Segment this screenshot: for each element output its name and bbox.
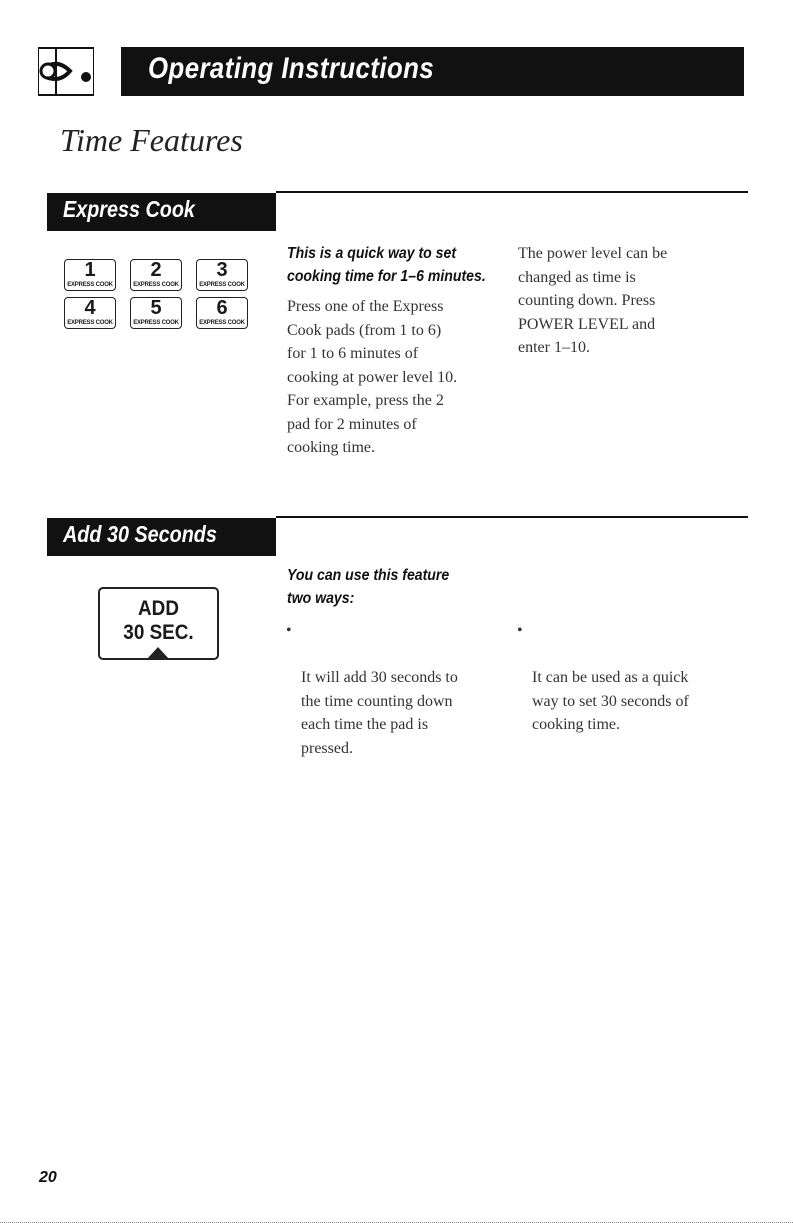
pad-label: EXPRESS COOK	[133, 320, 179, 326]
header-title: Operating Instructions	[148, 52, 435, 85]
pad-label: EXPRESS COOK	[199, 282, 245, 288]
pad-label: EXPRESS COOK	[133, 282, 179, 288]
express-cook-pad-6[interactable]	[196, 297, 248, 329]
add-30-bullet-2	[518, 619, 748, 760]
page-number: 20	[39, 1169, 57, 1186]
express-cook-heading: Express Cook	[63, 196, 195, 222]
express-cook-pad-5[interactable]	[130, 297, 182, 329]
pad-line-2: 30 SEC.	[123, 621, 194, 644]
add-30-heading: Add 30 Seconds	[63, 521, 217, 547]
pad-number: 4	[84, 297, 96, 319]
pad-number: 5	[150, 297, 162, 319]
page-bottom-edge	[0, 1222, 793, 1223]
page-title: Time Features	[60, 122, 243, 158]
pad-line-1: ADD	[138, 597, 179, 620]
add-30-sec-pad[interactable]	[98, 587, 219, 660]
pad-number: 1	[84, 259, 96, 281]
express-cook-lead-2: cooking time for 1–6 minutes.	[287, 268, 486, 285]
pad-label: EXPRESS COOK	[199, 320, 245, 326]
pad-label: EXPRESS COOK	[67, 282, 113, 288]
express-cook-side-note: The power level can be changed as time is counting down. Press POWER LEVEL and enter 1–10.	[518, 245, 668, 356]
start-arrow-icon	[147, 647, 169, 659]
express-cook-pad-4[interactable]	[64, 297, 116, 329]
add-30-lead-1: You can use this feature	[287, 567, 450, 584]
bullet-text: It will add 30 seconds to the time counting down each time the pad is pressed.	[301, 669, 458, 757]
express-cook-rule	[276, 191, 748, 193]
pad-number: 2	[150, 259, 162, 281]
pad-number: 3	[216, 259, 228, 281]
pad-label: EXPRESS COOK	[67, 320, 113, 326]
express-cook-body: Press one of the Express Cook pads (from 1 to 6) for 1 to 6 minutes of cooking at power level 10. For example, press the 2 pad for 2 minutes of cooking time.	[287, 298, 458, 456]
add-30-rule	[276, 516, 748, 518]
bullet-text: It can be used as a quick way to set 30 seconds of cooking time.	[532, 669, 689, 733]
bullet-dot: •	[286, 622, 292, 639]
bullet-dot: •	[517, 622, 523, 639]
add-30-lead-2: two ways:	[287, 590, 355, 607]
express-cook-pad-2[interactable]	[130, 259, 182, 291]
express-cook-pad-3[interactable]	[196, 259, 248, 291]
express-cook-lead-1: This is a quick way to set	[287, 245, 457, 262]
pad-number: 6	[216, 297, 228, 319]
express-cook-pad-1[interactable]	[64, 259, 116, 291]
add-30-bullet-1	[287, 619, 517, 784]
oven-dial-icon	[38, 47, 94, 96]
